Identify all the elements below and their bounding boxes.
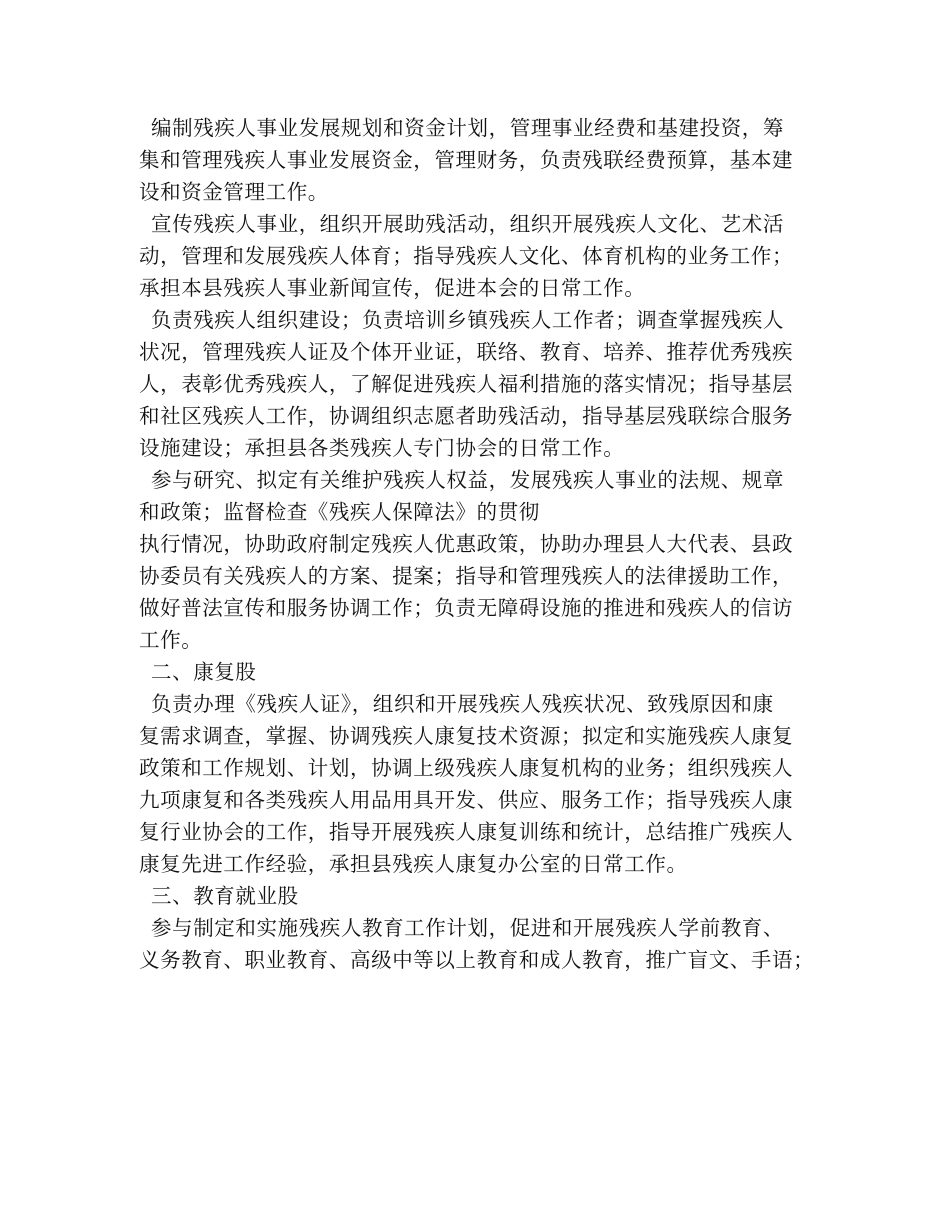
text-line: 和社区残疾人工作，协调组织志愿者助残活动，指导基层残联综合服务: [139, 404, 794, 428]
text-line: 康复先进工作经验，承担县残疾人康复办公室的日常工作。: [139, 852, 688, 876]
text-line: 集和管理残疾人事业发展资金，管理财务，负责残联经费预算，基本建: [139, 148, 794, 172]
section-heading: 三、教育就业股: [151, 884, 299, 908]
text-line: 九项康复和各类残疾人用品用具开发、供应、服务工作；指导残疾人康: [139, 788, 794, 812]
text-line: 编制残疾人事业发展规划和资金计划，管理事业经费和基建投资，筹: [151, 116, 784, 140]
document-body: [139, 112, 829, 976]
text-line: 复行业协会的工作，指导开展残疾人康复训练和统计，总结推广残疾人: [139, 820, 794, 844]
text-line: 协委员有关残疾人的方案、提案；指导和管理残疾人的法律援助工作，: [139, 564, 794, 588]
text-line: 状况，管理残疾人证及个体开业证，联络、教育、培养、推荐优秀残疾: [139, 340, 794, 364]
text-line: 负责残疾人组织建设；负责培训乡镇残疾人工作者；调查掌握残疾人: [151, 308, 784, 332]
text-line: 义务教育、职业教育、高级中等以上教育和成人教育，推广盲文、手语；: [139, 948, 815, 972]
text-line: 动，管理和发展残疾人体育；指导残疾人文化、体育机构的业务工作；: [139, 244, 794, 268]
text-line: 人，表彰优秀残疾人，了解促进残疾人福利措施的落实情况；指导基层: [139, 372, 794, 396]
text-line: 和政策；监督检查《残疾人保障法》的贯彻: [139, 500, 540, 524]
text-line: 设和资金管理工作。: [139, 180, 329, 204]
text-line: 承担本县残疾人事业新闻宣传，促进本会的日常工作。: [139, 276, 646, 300]
text-line: 参与制定和实施残疾人教育工作计划，促进和开展残疾人学前教育、: [151, 916, 784, 940]
text-line: 设施建设；承担县各类残疾人专门协会的日常工作。: [139, 436, 625, 460]
text-line: 做好普法宣传和服务协调工作；负责无障碍设施的推进和残疾人的信访: [139, 596, 794, 620]
text-line: 复需求调查，掌握、协调残疾人康复技术资源；拟定和实施残疾人康复: [139, 724, 794, 748]
text-line: 执行情况，协助政府制定残疾人优惠政策，协助办理县人大代表、县政: [139, 532, 794, 556]
section-heading: 二、康复股: [151, 660, 257, 684]
text-line: 工作。: [139, 628, 203, 652]
text-line: 负责办理《残疾人证》，组织和开展残疾人残疾状况、致残原因和康: [151, 692, 774, 716]
text-line: 政策和工作规划、计划，协调上级残疾人康复机构的业务；组织残疾人: [139, 756, 794, 780]
text-line: 宣传残疾人事业，组织开展助残活动，组织开展残疾人文化、艺术活: [151, 212, 784, 236]
text-line: 参与研究、拟定有关维护残疾人权益，发展残疾人事业的法规、规章: [151, 468, 784, 492]
